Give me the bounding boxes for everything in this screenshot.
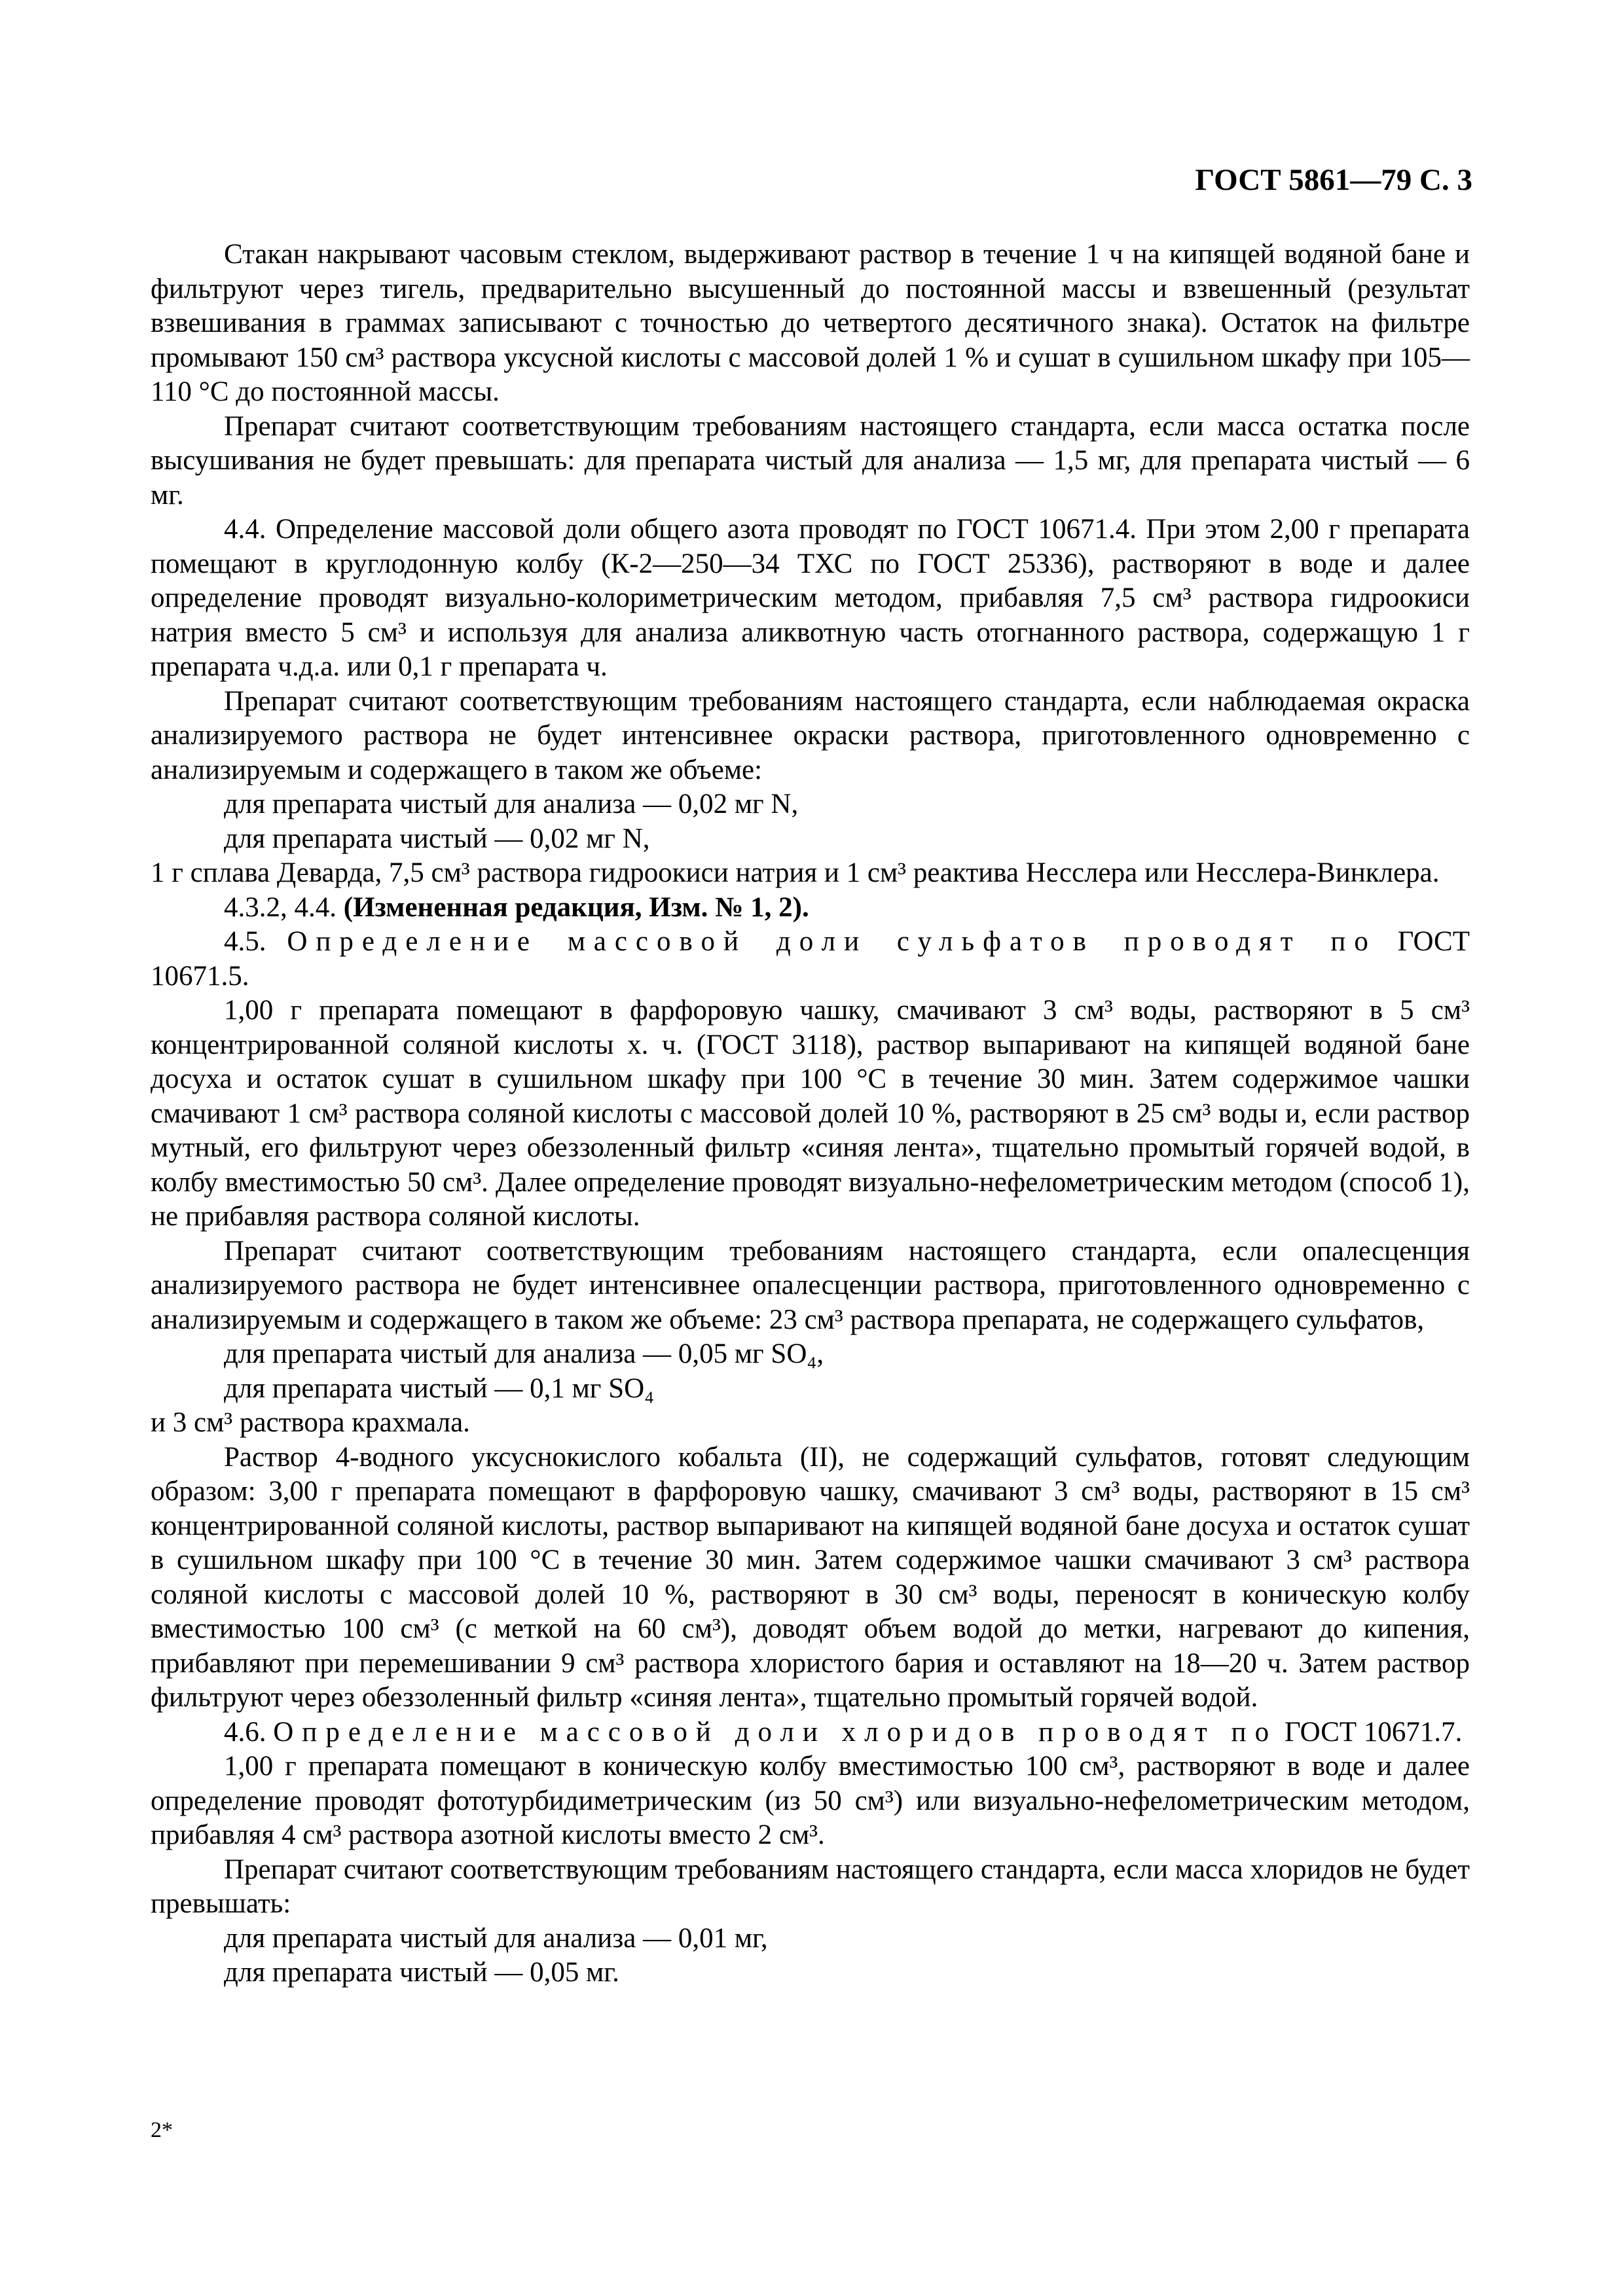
list-item-3: для препарата чистый для анализа — 0,05 мг SO₄, xyxy=(224,1338,824,1369)
paragraph-1: Стакан накрывают часовым стеклом, выдерживают раствор в течение 1 ч на кипящей водяной бане и фильтруют через тигель, предварительно высушенный до постоянной массы и взвешенный (результат взвешивания в граммах записывают с точностью до четвертого десятичного знака). Остаток на фильтре промывают 150 см³ раствора уксусной кислоты с массовой долей 1 % и сушат в сушильном шкафу при 105—110 °С до постоянной массы. xyxy=(151,239,1470,407)
section-4-5-number: 4.5. xyxy=(224,926,266,957)
section-4-5-gost: ГОСТ 10671.5. xyxy=(151,926,1470,992)
paragraph-14: Препарат считают соответствующим требованиям настоящего стандарта, если масса хлоридов не будет превышать: xyxy=(151,1854,1470,1919)
section-4-5 xyxy=(151,925,1470,994)
paragraph-2: Препарат считают соответствующим требованиям настоящего стандарта, если масса остатка после высушивания не будет превышать: для препарата чистый для анализа — 1,5 мг, для препарата чистый — 6 мг. xyxy=(151,410,1470,511)
amendment-ref: 4.3.2, 4.4. xyxy=(224,891,337,923)
section-4-6-number: 4.6. xyxy=(224,1716,266,1748)
section-4-6 xyxy=(151,1715,1470,1750)
paragraph-9: Препарат считают соответствующим требованиям настоящего стандарта, если опалесценция анализируемого раствора не будет интенсивнее опалесценции раствора, приготовленного одновременно с анализируемым и содержащего в таком же объеме: 23 см³ раствора препарата, не содержащего сульфатов, xyxy=(151,1235,1470,1335)
amendment-text: (Измененная редакция, Изм. № 1, 2). xyxy=(343,891,809,923)
list-item-6: для препарата чистый — 0,05 мг. xyxy=(224,1957,619,1988)
section-4-6-title: Определение массовой доли хлоридов проводят по xyxy=(273,1716,1278,1748)
paragraph-5: 1 г сплава Деварда, 7,5 см³ раствора гидроокиси натрия и 1 см³ реактива Несслера или Несслера-Винклера. xyxy=(151,857,1440,888)
paragraph-10: и 3 см³ раствора крахмала. xyxy=(151,1407,470,1438)
list-item-5: для препарата чистый для анализа — 0,01 мг, xyxy=(224,1922,768,1954)
paragraph-11: Раствор 4-водного уксуснокислого кобальта (II), не содержащий сульфатов, готовят следующим образом: 3,00 г препарата помещают в фарфоровую чашку, смачивают 3 см³ воды, растворяют в 15 см³ концентрированной соляной кислоты, раствор выпаривают на кипящей водяной бане досуха и остаток сушат в сушильном шкафу при 100 °С в течение 30 мин. Затем содержимое чашки смачивают 3 см³ раствора соляной кислоты с массовой долей 10 %, растворяют в 30 см³ воды, переносят в коническую колбу вместимостью 100 см³ (с меткой на 60 см³), доводят объем водой до метки, нагревают до кипения, прибавляют при перемешивании 9 см³ раствора хлористого бария и оставляют на 18—20 ч. Затем раствор фильтруют через обеззоленный фильтр «синяя лента», тщательно промытый горячей водой. xyxy=(151,1441,1470,1713)
section-4-5-title: Определение массовой доли сульфатов проводят по xyxy=(287,926,1377,957)
amendment-note xyxy=(151,891,1470,925)
list-item-4: для препарата чистый — 0,1 мг SO₄ xyxy=(224,1372,655,1404)
list-item-1: для препарата чистый для анализа — 0,02 мг N, xyxy=(224,789,799,819)
document-body xyxy=(151,238,1470,1990)
paragraph-13: 1,00 г препарата помещают в коническую колбу вместимостью 100 см³, растворяют в воде и далее определение проводят фототурбидиметрическим (из 50 см³) или визуально-нефелометрическим методом, прибавляя 4 см³ раствора азотной кислоты вместо 2 см³. xyxy=(151,1751,1470,1850)
paragraph-4: Препарат считают соответствующим требованиям настоящего стандарта, если наблюдаемая окраска анализируемого раствора не будет интенсивнее окраски раствора, приготовленного одновременно с анализируемым и содержащего в таком же объеме: xyxy=(151,685,1470,785)
section-4-4: 4.4. Определение массовой доли общего азота проводят по ГОСТ 10671.4. При этом 2,00 г препарата помещают в круглодонную колбу (К-2—250—34 ТХС по ГОСТ 25336), растворяют в воде и далее определение проводят визуально-колориметрическим методом, прибавляя 7,5 см³ раствора гидроокиси натрия вместо 5 см³ и используя для анализа аликвотную часть отогнанного раствора, содержащую 1 г препарата ч.д.а. или 0,1 г препарата ч. xyxy=(151,514,1470,682)
section-4-6-gost: ГОСТ 10671.7. xyxy=(1284,1716,1463,1748)
page-footer: 2* xyxy=(151,2118,173,2142)
page-header: ГОСТ 5861—79 С. 3 xyxy=(1195,163,1472,197)
list-item-2: для препарата чистый — 0,02 мг N, xyxy=(224,823,650,854)
paragraph-8: 1,00 г препарата помещают в фарфоровую чашку, смачивают 3 см³ воды, растворяют в 5 см³ концентрированной соляной кислоты х. ч. (ГОСТ 3118), раствор выпаривают на кипящей водяной бане досуха и остаток сушат в сушильном шкафу при 100 °С в течение 30 мин. Затем содержимое чашки смачивают 1 см³ раствора соляной кислоты с массовой долей 10 %, растворяют в 25 см³ воды и, если раствор мутный, его фильтруют через обеззоленный фильтр «синяя лента», тщательно промытый горячей водой, в колбу вместимостью 50 см³. Далее определение проводят визуально-нефелометрическим методом (способ 1), не прибавляя раствора соляной кислоты. xyxy=(151,995,1470,1232)
